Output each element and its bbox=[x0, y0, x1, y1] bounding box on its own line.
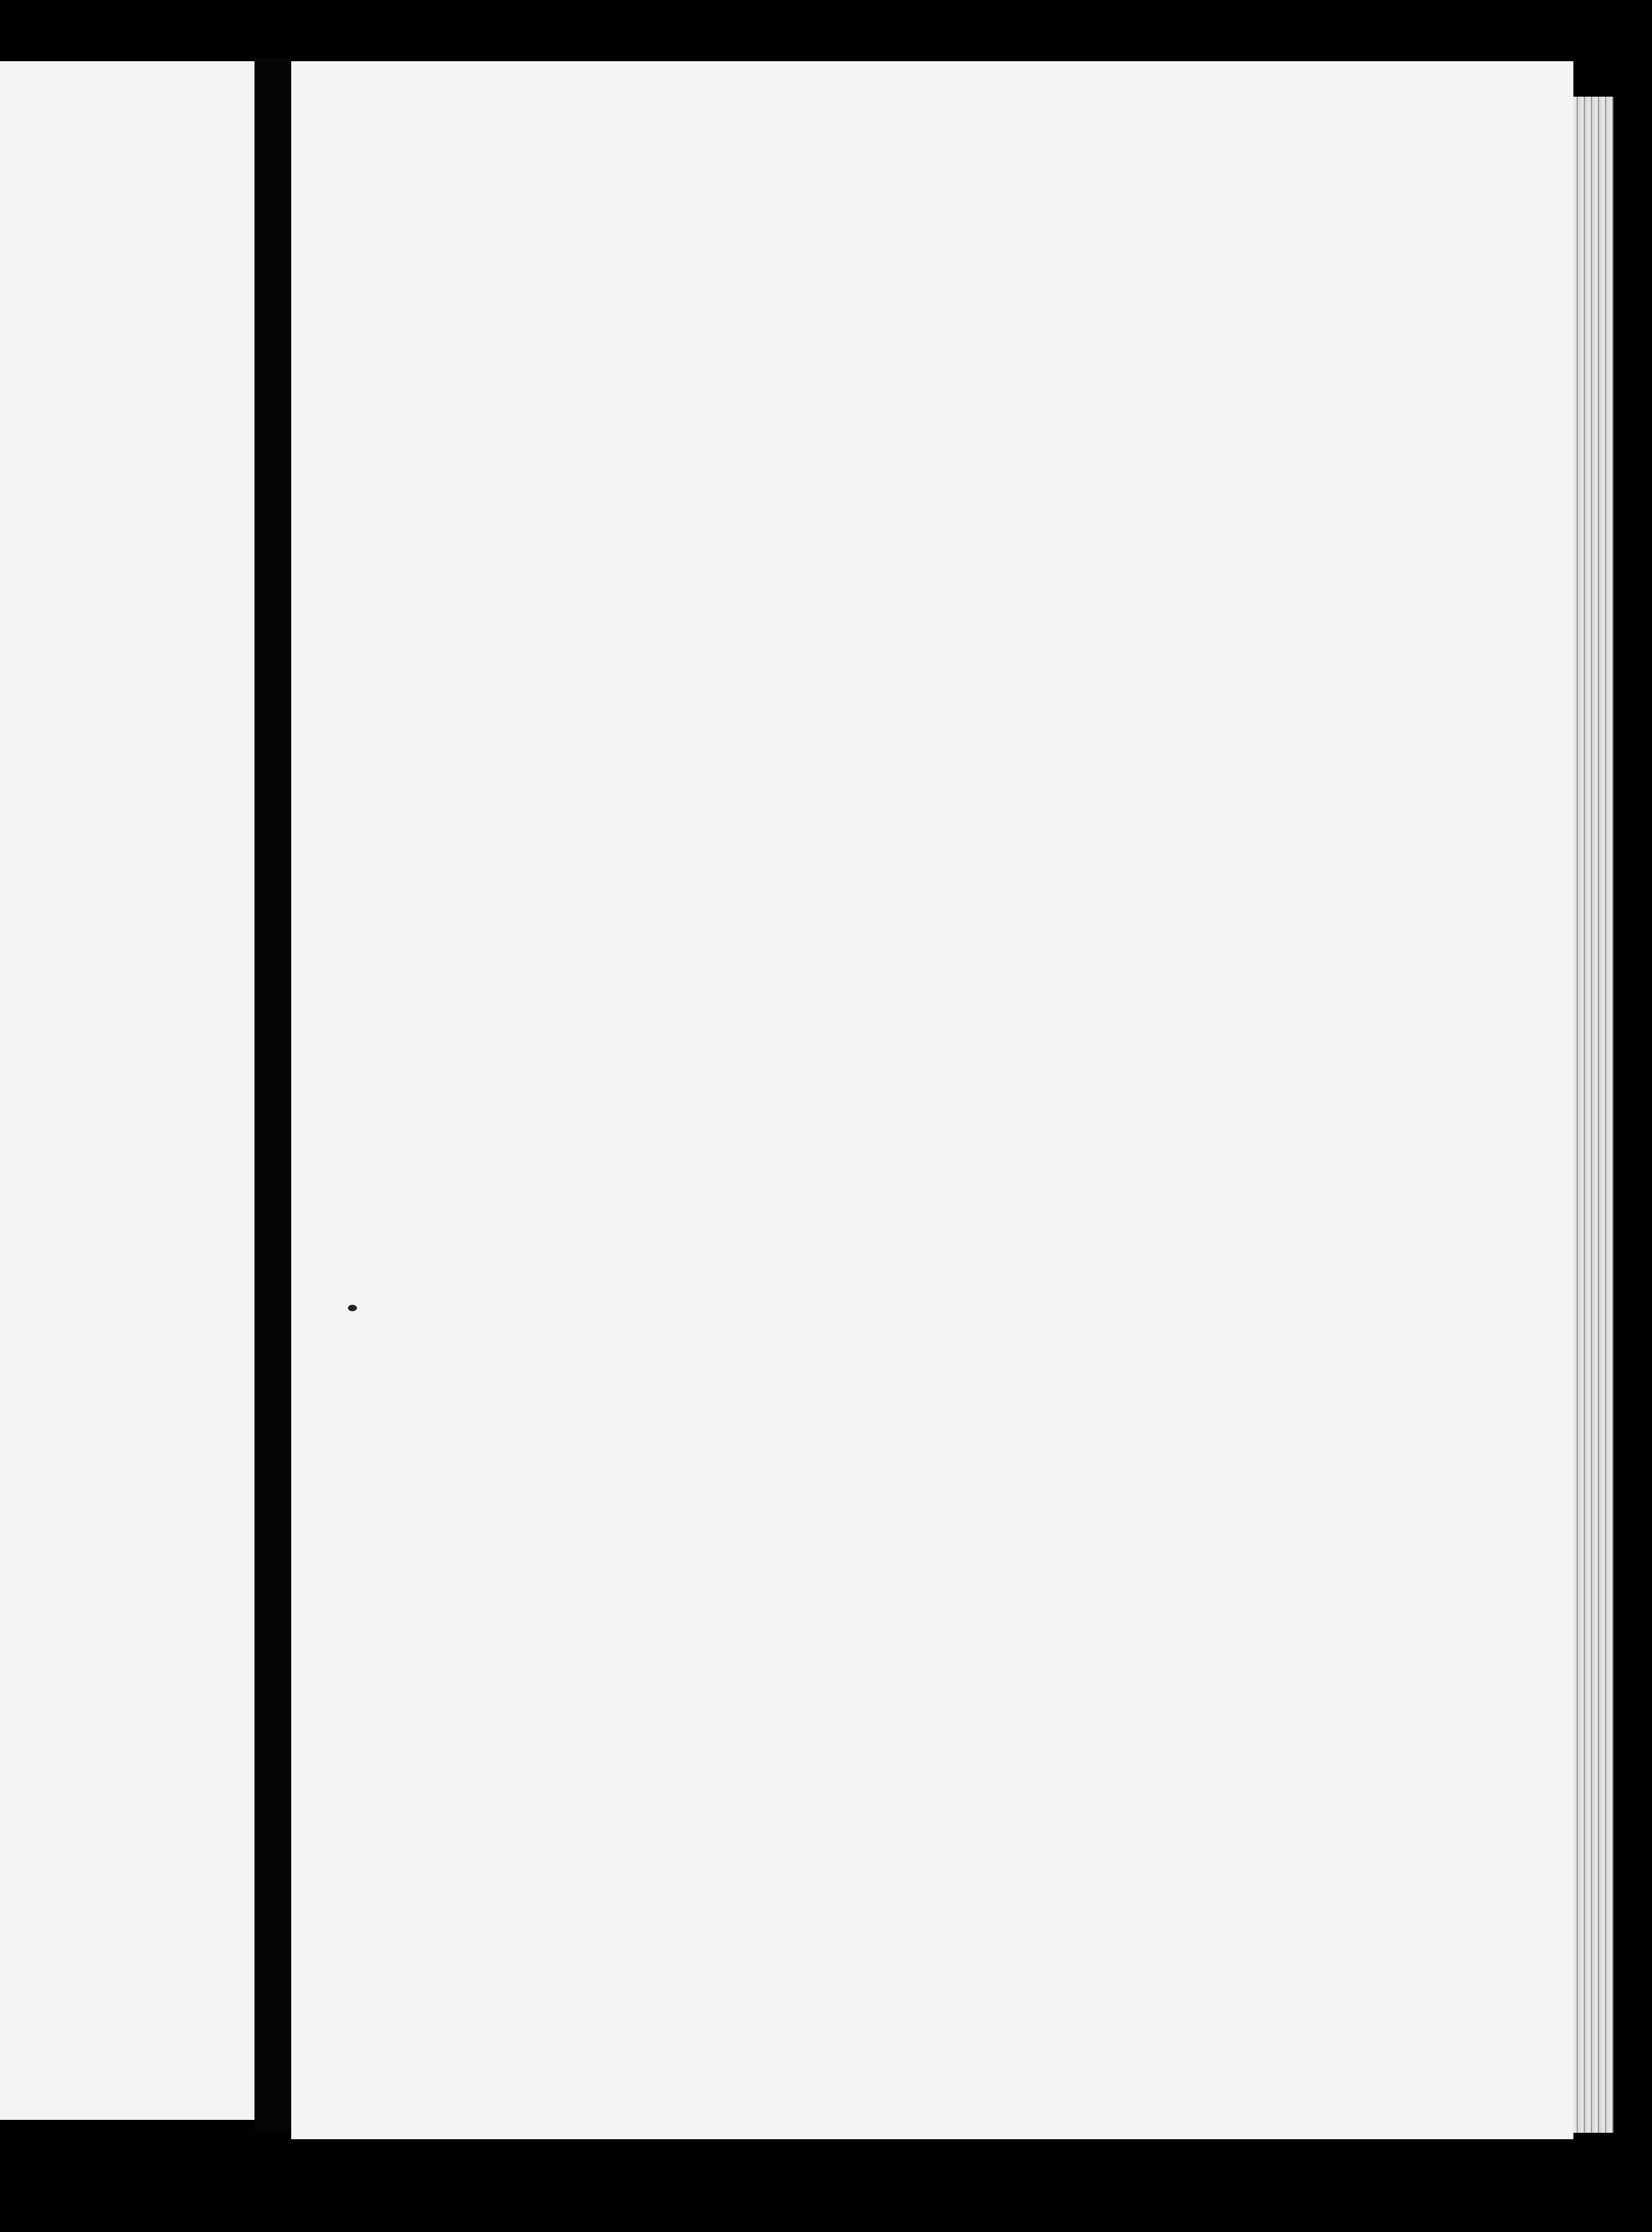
left-page bbox=[0, 61, 255, 2120]
book-gutter bbox=[255, 58, 293, 2133]
body-text bbox=[438, 277, 1573, 304]
page-edge bbox=[1573, 97, 1613, 2133]
ink-speck bbox=[348, 1305, 357, 1311]
right-page bbox=[291, 61, 1573, 2139]
